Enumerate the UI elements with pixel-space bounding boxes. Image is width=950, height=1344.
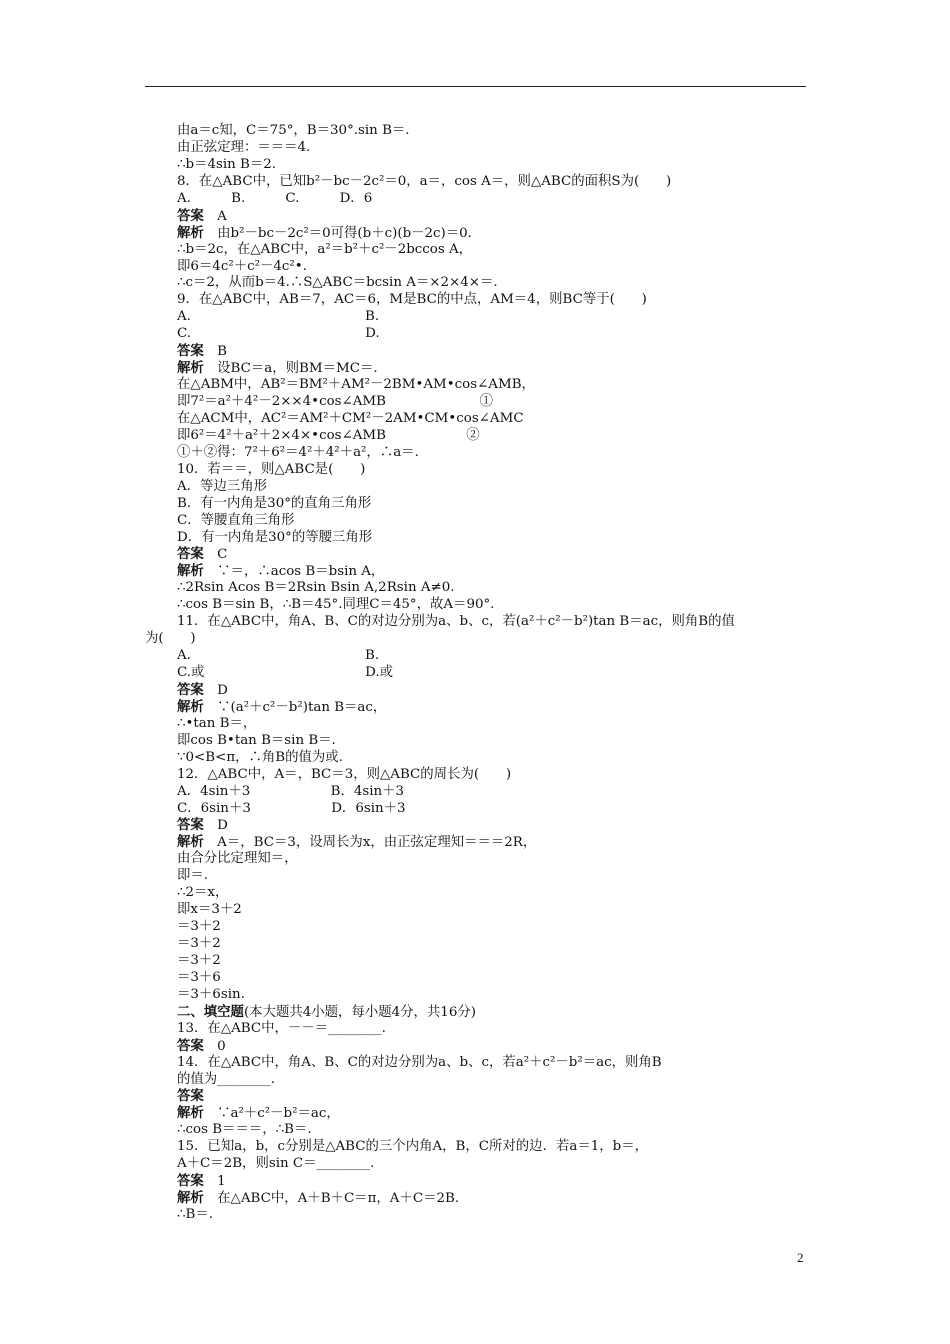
text-line: 由a＝c知，C＝75°，B＝30°.sin B＝. bbox=[177, 123, 410, 138]
text-line: C．等腰直角三角形 bbox=[177, 512, 295, 528]
text-line: 解析 设BC＝a，则BM＝MC＝. bbox=[177, 360, 378, 377]
text-line: C．6sin＋3 D．6sin＋3 bbox=[177, 800, 406, 816]
text-line: 在△ABM中，AB²＝BM²＋AM²－2BM•AM•cos∠AMB， bbox=[177, 377, 535, 393]
text-line: 在△ACM中，AC²＝AM²＋CM²－2AM•CM•cos∠AMC bbox=[177, 410, 524, 426]
text-line: 即7²＝a²＋4²－2××4•cos∠AMB ① bbox=[177, 394, 494, 409]
text-line: ＝3＋6sin. bbox=[177, 986, 245, 1002]
text-line: ＝3＋2 bbox=[177, 952, 221, 968]
text-line: ∴2＝x， bbox=[177, 885, 229, 901]
text-line: A．等边三角形 bbox=[177, 478, 268, 494]
text-line: 为( ) bbox=[145, 631, 196, 647]
text-line: ∴cos B＝＝＝，∴B＝. bbox=[177, 1122, 312, 1138]
text-line: 10．若＝＝，则△ABC是( ) bbox=[177, 461, 366, 477]
text-line: A．4sin＋3 B．4sin＋3 bbox=[177, 783, 405, 799]
text-line: 15．已知a，b，c分别是△ABC的三个内角A，B，C所对的边．若a＝1，b＝， bbox=[177, 1139, 648, 1155]
text-line: 由正弦定理：＝＝＝4. bbox=[177, 139, 311, 155]
text-line: ①＋②得：7²＋6²＝4²＋4²＋a²，∴a＝. bbox=[177, 444, 419, 460]
text-line: ＝3＋2 bbox=[177, 919, 221, 935]
text-line: 答案 B bbox=[177, 343, 228, 360]
text-line: 解析 A＝，BC＝3，设周长为x，由正弦定理知＝＝＝2R， bbox=[177, 834, 537, 851]
document-body bbox=[145, 123, 817, 1224]
text-line: 11．在△ABC中，角A、B、C的对边分别为a、b、c，若(a²＋c²－b²)tan B＝ac，则角B的值 bbox=[177, 614, 735, 630]
text-line: ∴b＝4sin B＝2. bbox=[177, 156, 277, 172]
text-line: 答案 D bbox=[177, 817, 228, 834]
text-line: 答案 0 bbox=[177, 1037, 226, 1054]
text-line: ∵0<B<π，∴角B的值为或. bbox=[177, 749, 343, 765]
text-line: 13．在△ABC中，－－＝________. bbox=[177, 1020, 386, 1036]
text-line: 即x＝3＋2 bbox=[177, 902, 242, 918]
text-line: 二、填空题(本大题共4小题，每小题4分，共16分) bbox=[177, 1003, 476, 1020]
text-line: 12．△ABC中，A＝，BC＝3，则△ABC的周长为( ) bbox=[177, 766, 512, 782]
text-line: 即6²＝4²＋a²＋2×4×•cos∠AMB ② bbox=[177, 427, 480, 443]
text-line: ＝3＋6 bbox=[177, 969, 221, 985]
text-line: ∴cos B＝sin B，∴B＝45°.同理C＝45°，故A＝90°. bbox=[177, 597, 495, 613]
header-rule bbox=[145, 86, 806, 87]
text-line: 14．在△ABC中，角A、B、C的对边分别为a、b、c，若a²＋c²－b²＝ac，则角B bbox=[177, 1054, 662, 1070]
text-line: 9．在△ABC中，AB＝7，AC＝6，M是BC的中点，AM＝4，则BC等于( ) bbox=[177, 292, 647, 308]
text-line: ∴B＝. bbox=[177, 1207, 214, 1222]
text-line: ∴c＝2，从而b＝4.∴S△ABC＝bcsin A＝×2×4×＝. bbox=[177, 275, 498, 291]
text-line: 的值为________. bbox=[177, 1071, 275, 1087]
text-line: ∴•tan B＝， bbox=[177, 715, 257, 731]
text-line: 解析 ∵＝，∴acos B＝bsin A， bbox=[177, 563, 385, 580]
text-line: ∴b＝2c，在△ABC中，a²＝b²＋c²－2bccos A， bbox=[177, 241, 473, 257]
text-line: 解析 在△ABC中，A＋B＋C＝π，A＋C＝2B. bbox=[177, 1190, 460, 1207]
text-line: 答案 D bbox=[177, 681, 228, 698]
text-line: 解析 ∵a²＋c²－b²＝ac， bbox=[177, 1105, 340, 1122]
text-line: ＝3＋2 bbox=[177, 936, 221, 951]
text-line: 即cos B•tan B＝sin B＝. bbox=[177, 732, 336, 748]
text-line: ∴2Rsin Acos B＝2Rsin Bsin A,2Rsin A≠0. bbox=[177, 580, 455, 596]
text-line: 答案 C bbox=[177, 546, 228, 563]
text-line: 答案 bbox=[177, 1088, 204, 1105]
text-line: A. B. C. D．6 bbox=[177, 190, 373, 206]
text-line: 答案 1 bbox=[177, 1173, 226, 1190]
text-line: 由合分比定理知＝， bbox=[177, 851, 298, 867]
page-number: 2 bbox=[797, 1250, 804, 1265]
text-line: 解析 由b²－bc－2c²＝0可得(b＋c)(b－2c)＝0. bbox=[177, 224, 472, 241]
text-line: 即＝. bbox=[177, 868, 209, 884]
text-line: B．有一内角是30°的直角三角形 bbox=[177, 495, 372, 511]
text-line: 即6＝4c²＋c²－4c²•. bbox=[177, 258, 307, 274]
text-line: A. B. bbox=[177, 648, 380, 664]
text-line: C.或 D.或 bbox=[177, 665, 394, 680]
text-line: 答案 A bbox=[177, 207, 227, 224]
text-line: D．有一内角是30°的等腰三角形 bbox=[177, 529, 373, 545]
text-line: C. D. bbox=[177, 326, 380, 342]
text-line: 8．在△ABC中，已知b²－bc－2c²＝0，a＝，cos A＝，则△ABC的面积S为( ) bbox=[177, 173, 672, 189]
text-line: A. B. bbox=[177, 309, 380, 325]
text-line: A＋C＝2B，则sin C＝________. bbox=[177, 1156, 375, 1172]
text-line: 解析 ∵(a²＋c²－b²)tan B＝ac， bbox=[177, 698, 387, 715]
